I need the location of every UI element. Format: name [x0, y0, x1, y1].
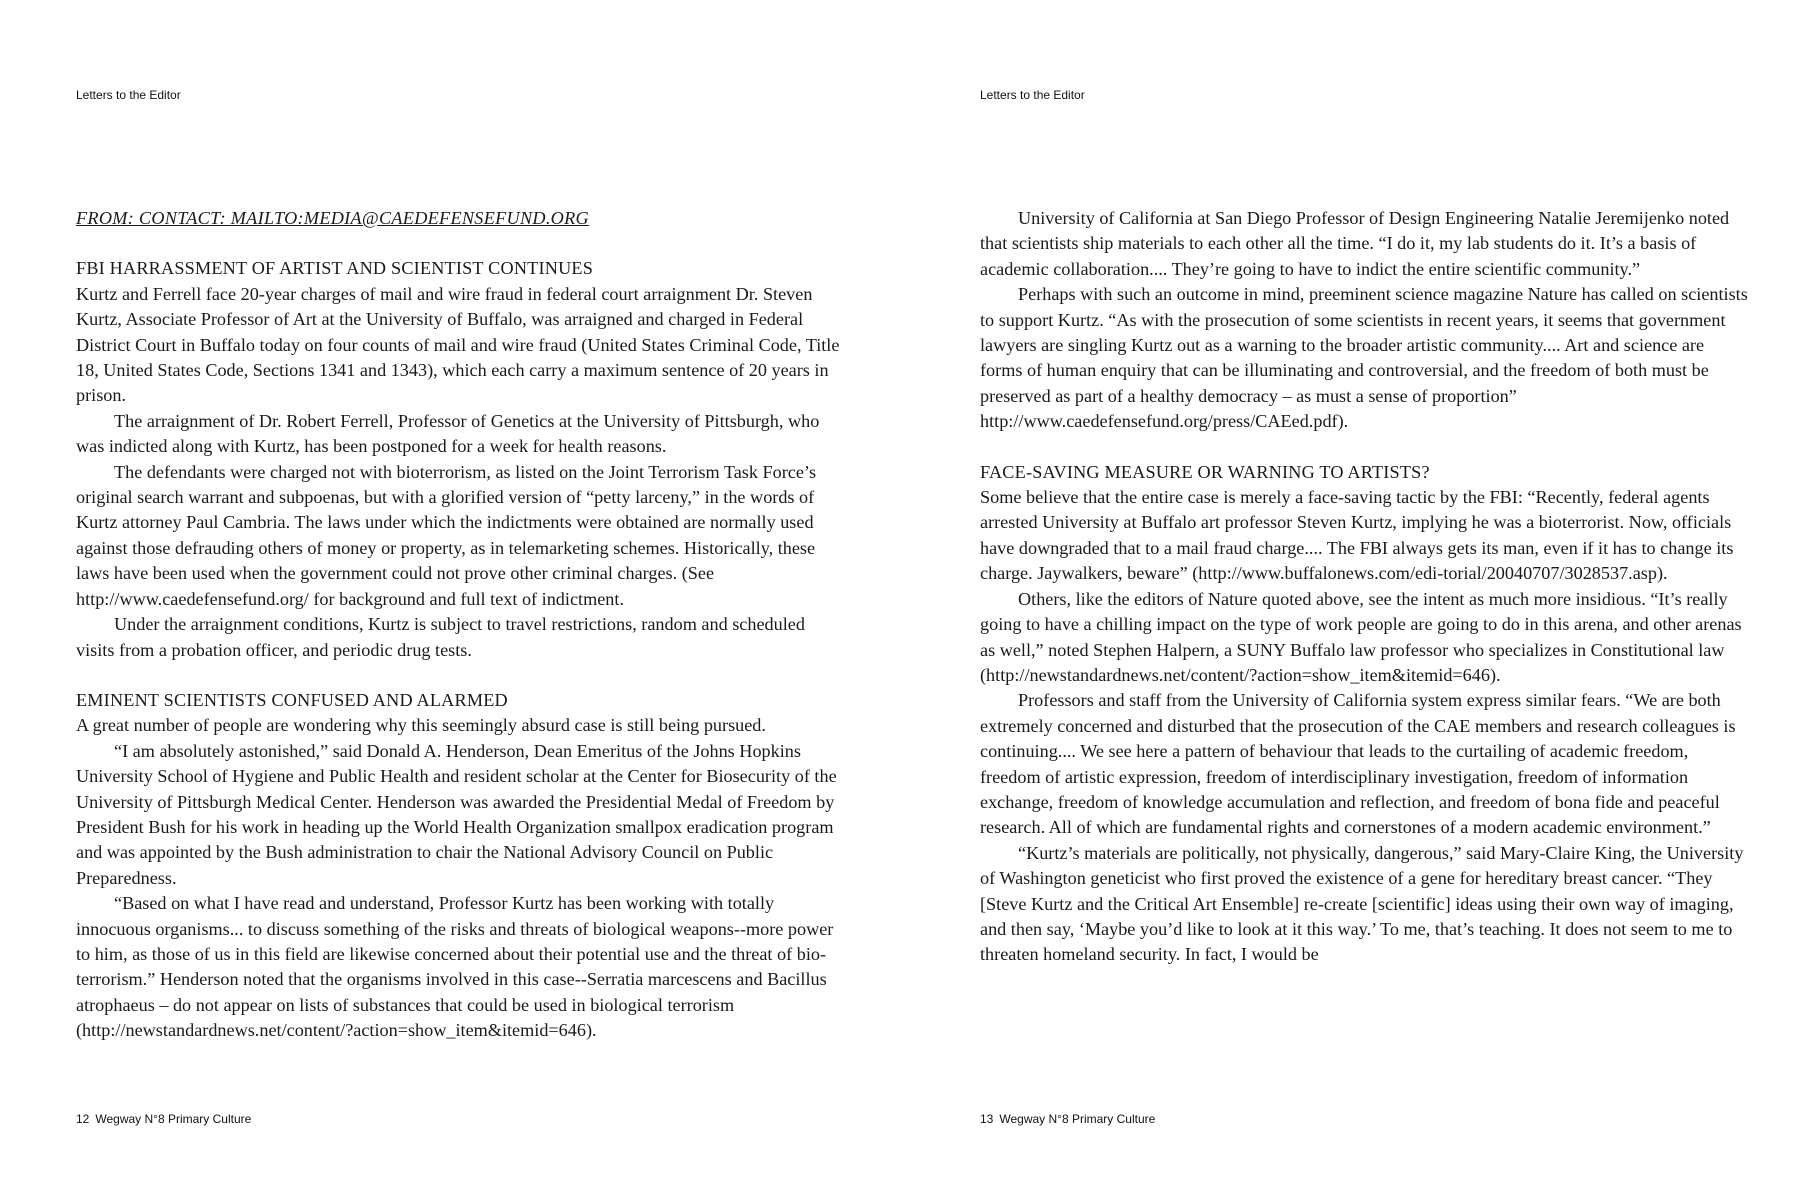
page-footer — [980, 1112, 1161, 1126]
running-head: Letters to the Editor — [980, 88, 1085, 102]
page-number: 12 — [76, 1112, 90, 1126]
paragraph: Professors and staff from the University of California system express similar fears. “We are both extremely concerned and disturbed that the prosecution of the CAE members and research colleagues is continuing.... We see here a pattern of behaviour that leads to the curtailing of academic freedom, freedom of artistic expression, freedom of interdisciplinary investigation, freedom of information exchange, freedom of knowledge accumulation and reflection, and freedom of bona fide and peaceful research. All of which are fundamental rights and cornerstones of a modern academic environment.” — [980, 690, 1736, 838]
running-head: Letters to the Editor — [76, 88, 181, 102]
paragraph: Under the arraignment conditions, Kurtz is subject to travel restrictions, random and scheduled visits from a probation officer, and periodic drug tests. — [76, 614, 805, 660]
paragraph: The arraignment of Dr. Robert Ferrell, Professor of Genetics at the University of Pittsburgh, who was indicted along with Kurtz, has been postponed for a week for health reasons. — [76, 410, 820, 457]
right-page — [900, 0, 1800, 1200]
page-footer — [76, 1112, 257, 1126]
section-spacer — [980, 435, 1750, 460]
paragraph: “Based on what I have read and understand, Professor Kurtz has been working with totally innocuous organisms... to discuss something of the risks and threats of biological weapons--more power to him, as those of us in this field are likewise concerned about their potential use and the threat of bio-terrorism.” Henderson noted that the organisms involved in this case--Serratia marcescens and Bacillus atrophaeus – do not appear on lists of substances that could be used in biological terrorism (http://newstandardnews.net/content/?action=show_item&itemid=646). — [76, 893, 834, 1041]
paragraph: The defendants were charged not with bioterrorism, as listed on the Joint Terrorism Task Force’s original search warrant and subpoenas, but with a glorified version of “petty larceny,” in the words of Kurtz attorney Paul Cambria. The laws under which the indictments were obtained are normally used against those defrauding others of money or property, as in telemarketing schemes. Historically, these laws have been used when the government could not prove other criminal charges. (See http://www.caedefensefund.org/ for background and full text of indictment. — [76, 461, 817, 609]
from-contact-email-link[interactable]: FROM: CONTACT: MAILTO:MEDIA@CAEDEFENSEFUND.ORG — [76, 208, 589, 228]
publication-name: Wegway N°8 Primary Culture — [95, 1112, 252, 1126]
paragraph: A great number of people are wondering why this seemingly absurd case is still being pursued. — [76, 715, 766, 736]
right-column — [980, 206, 1750, 968]
paragraph: Kurtz and Ferrell face 20-year charges of mail and wire fraud in federal court arraignment Dr. Steven Kurtz, Associate Professor of Art at the University of Buffalo, was arraigned and charged in Federal District Court in Buffalo today on four counts of mail and wire fraud (United States Criminal Code, Title 18, United States Code, Sections 1341 and 1343), which each carry a maximum sentence of 20 years in prison. — [76, 283, 840, 406]
section-heading: EMINENT SCIENTISTS CONFUSED AND ALARMED — [76, 689, 508, 710]
page-number: 13 — [980, 1112, 994, 1126]
publication-name: Wegway N°8 Primary Culture — [999, 1112, 1156, 1126]
paragraph: Others, like the editors of Nature quoted above, see the intent as much more insidious. “It’s really going to have a chilling impact on the type of work people are going to do in this arena, and other arenas as well,” noted Stephen Halpern, a SUNY Buffalo law professor who specializes in Constitutional law — [980, 588, 1742, 660]
section-heading: FBI HARRASSMENT OF ARTIST AND SCIENTIST CONTINUES — [76, 258, 594, 279]
paragraph: “I am absolutely astonished,” said Donald A. Henderson, Dean Emeritus of the Johns Hopkins University School of Hygiene and Public Health and resident scholar at the Center for Biosecurity of the University of Pittsburgh Medical Center. Henderson was awarded the Presidential Medal of Freedom by President Bush for his work in heading up the World Health Organization smallpox eradication program and was appointed by the Bush administration to chair the National Advisory Council on Public Preparedness. — [76, 740, 837, 888]
paragraph: Some believe that the entire case is merely a face-saving tactic by the FBI: “Recently, federal agents arrested University at Buffalo art professor Steven Kurtz, implying he was a bioterrorist. Now, officials have downgraded that to a mail fraud charge.... The FBI always gets its man, even if it has to change its charge. Jaywalkers, beware” (http://www.buffalonews.com/edi-torial/20040707/3028537.asp). — [980, 487, 1734, 584]
left-column — [76, 206, 846, 1044]
paragraph: University of California at San Diego Professor of Design Engineering Natalie Jeremijenko noted that scientists ship materials to each other all the time. “I do it, my lab students do it. It’s a basis of academic collaboration.... They’re going to have to indict the entire scientific community.” — [980, 208, 1730, 279]
section-heading: FACE-SAVING MEASURE OR WARNING TO ARTISTS? — [980, 461, 1430, 482]
section-spacer — [76, 663, 846, 688]
url-line[interactable]: (http://newstandardnews.net/content/?action=show_item&itemid=646). — [980, 664, 1501, 685]
paragraph: “Kurtz’s materials are politically, not physically, dangerous,” said Mary-Claire King, the University of Washington geneticist who first proved the existence of a gene for hereditary breast cancer. “They [Steve Kurtz and the Critical Art Ensemble] re-create [scientific] ideas using their own way of imaging, and then say, ‘Maybe you’d like to look at it this way.’ To me, that’s teaching. It does not seem to me to threaten homeland security. In fact, I would be — [980, 842, 1744, 965]
paragraph: Perhaps with such an outcome in mind, preeminent science magazine Nature has called on scientists to support Kurtz. “As with the prosecution of some scientists in recent years, it seems that government lawyers are singling Kurtz out as a warning to the broader artistic community.... Art and science are forms of human enquiry that can be illuminating and controversial, and the freedom of both must be preserved as part of a healthy democracy – as must a sense of proportion” http://www.caedefensefund.org/press/CAEed.pdf). — [980, 284, 1748, 432]
